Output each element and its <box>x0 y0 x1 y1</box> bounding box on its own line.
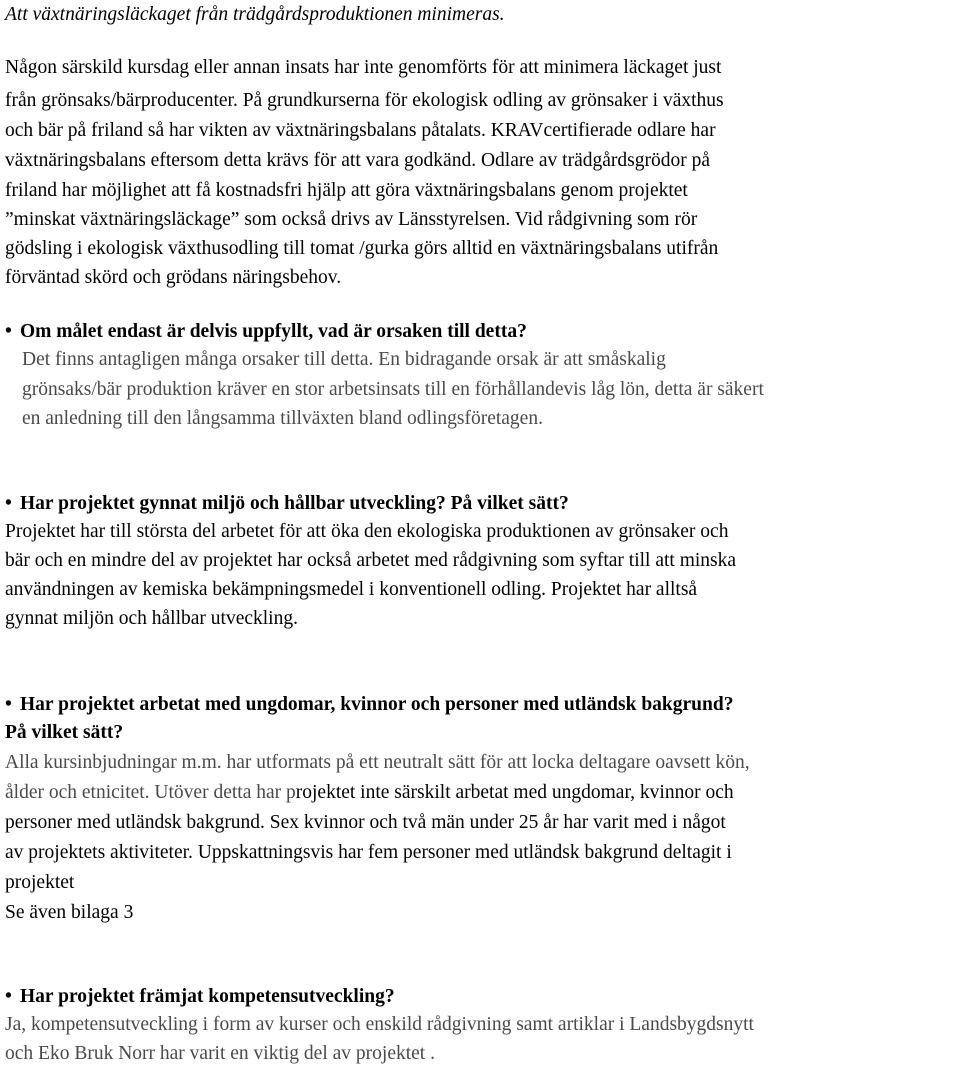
question-target-groups <box>5 692 733 718</box>
text-line: förväntad skörd och grödans näringsbehov. <box>5 267 342 288</box>
bullet-icon: • <box>5 694 12 715</box>
question-text: Har projektet arbetat med ungdomar, kvinnor och personer med utländsk bakgrund? <box>20 694 734 715</box>
answer-line <box>5 780 734 806</box>
answer-line: Alla kursinbjudningar m.m. har utformats på ett neutralt sätt för att locka deltagare oavsett kön, <box>5 752 750 773</box>
text-line: från grönsaks/bärproducenter. På grundkurserna för ekologisk odling av grönsaker i växthus <box>5 90 724 111</box>
text-line: friland har möjlighet att få kostnadsfri hjälp att göra växtnäringsbalans genom projektet <box>5 180 688 201</box>
answer-line: användningen av kemiska bekämpningsmedel i konventionell odling. Projektet har alltså <box>5 579 698 600</box>
question-text-continued: På vilket sätt? <box>5 722 124 743</box>
text-line: och bär på friland så har vikten av växtnäringsbalans påtalats. KRAVcertifierade odlare har <box>5 120 716 141</box>
answer-line: gynnat miljön och hållbar utveckling. <box>5 608 298 629</box>
question-environment <box>5 491 569 517</box>
answer-line: Det finns antagligen många orsaker till detta. En bidragande orsak är att småskalig <box>22 349 666 370</box>
answer-line: Ja, kompetensutveckling i form av kurser och enskild rådgivning samt artiklar i Landsbygdsnytt <box>5 1014 754 1035</box>
answer-segment: rojektet inte särskilt arbetat med ungdomar, kvinnor och <box>295 782 734 803</box>
question-partial-goal <box>5 319 527 345</box>
answer-line: en anledning till den långsamma tillväxten bland odlingsföretagen. <box>22 408 543 429</box>
answer-segment: ålder och etnicitet. Utöver detta har p <box>5 782 296 803</box>
answer-line: Projektet har till största del arbetet för att öka den ekologiska produktionen av grönsaker och <box>5 521 729 542</box>
answer-line: personer med utländsk bakgrund. Sex kvinnor och två män under 25 år har varit med i något <box>5 812 726 833</box>
answer-line: projektet <box>5 872 75 893</box>
question-text: Har projektet främjat kompetensutveckling? <box>20 986 395 1007</box>
answer-line: Se även bilaga 3 <box>5 902 134 923</box>
bullet-icon: • <box>5 321 12 342</box>
answer-line: och Eko Bruk Norr har varit en viktig del av projektet . <box>5 1043 435 1064</box>
text-line: växtnäringsbalans eftersom detta krävs för att vara godkänd. Odlare av trädgårdsgrödor på <box>5 150 710 171</box>
question-text: Om målet endast är delvis uppfyllt, vad är orsaken till detta? <box>20 321 527 342</box>
heading-goal: Att växtnäringsläckaget från trädgårdsproduktionen minimeras. <box>5 4 505 25</box>
text-line: gödsling i ekologisk växthusodling till tomat /gurka görs alltid en växtnäringsbalans utifrån <box>5 238 719 259</box>
question-text: Har projektet gynnat miljö och hållbar utveckling? På vilket sätt? <box>20 493 569 514</box>
bullet-icon: • <box>5 493 12 514</box>
question-competence <box>5 984 395 1010</box>
answer-line: bär och en mindre del av projektet har också arbetet med rådgivning som syftar till att minska <box>5 550 737 571</box>
answer-line: av projektets aktiviteter. Uppskattningsvis har fem personer med utländsk bakgrund deltagit i <box>5 842 732 863</box>
text-line: ”minskat växtnäringsläckage” som också drivs av Länsstyrelsen. Vid rådgivning som rör <box>5 209 698 230</box>
text-line: Någon särskild kursdag eller annan insats har inte genomförts för att minimera läckaget just <box>5 57 722 78</box>
answer-line: grönsaks/bär produktion kräver en stor arbetsinsats till en förhållandevis låg lön, detta är säkert <box>22 379 764 400</box>
bullet-icon: • <box>5 986 12 1007</box>
